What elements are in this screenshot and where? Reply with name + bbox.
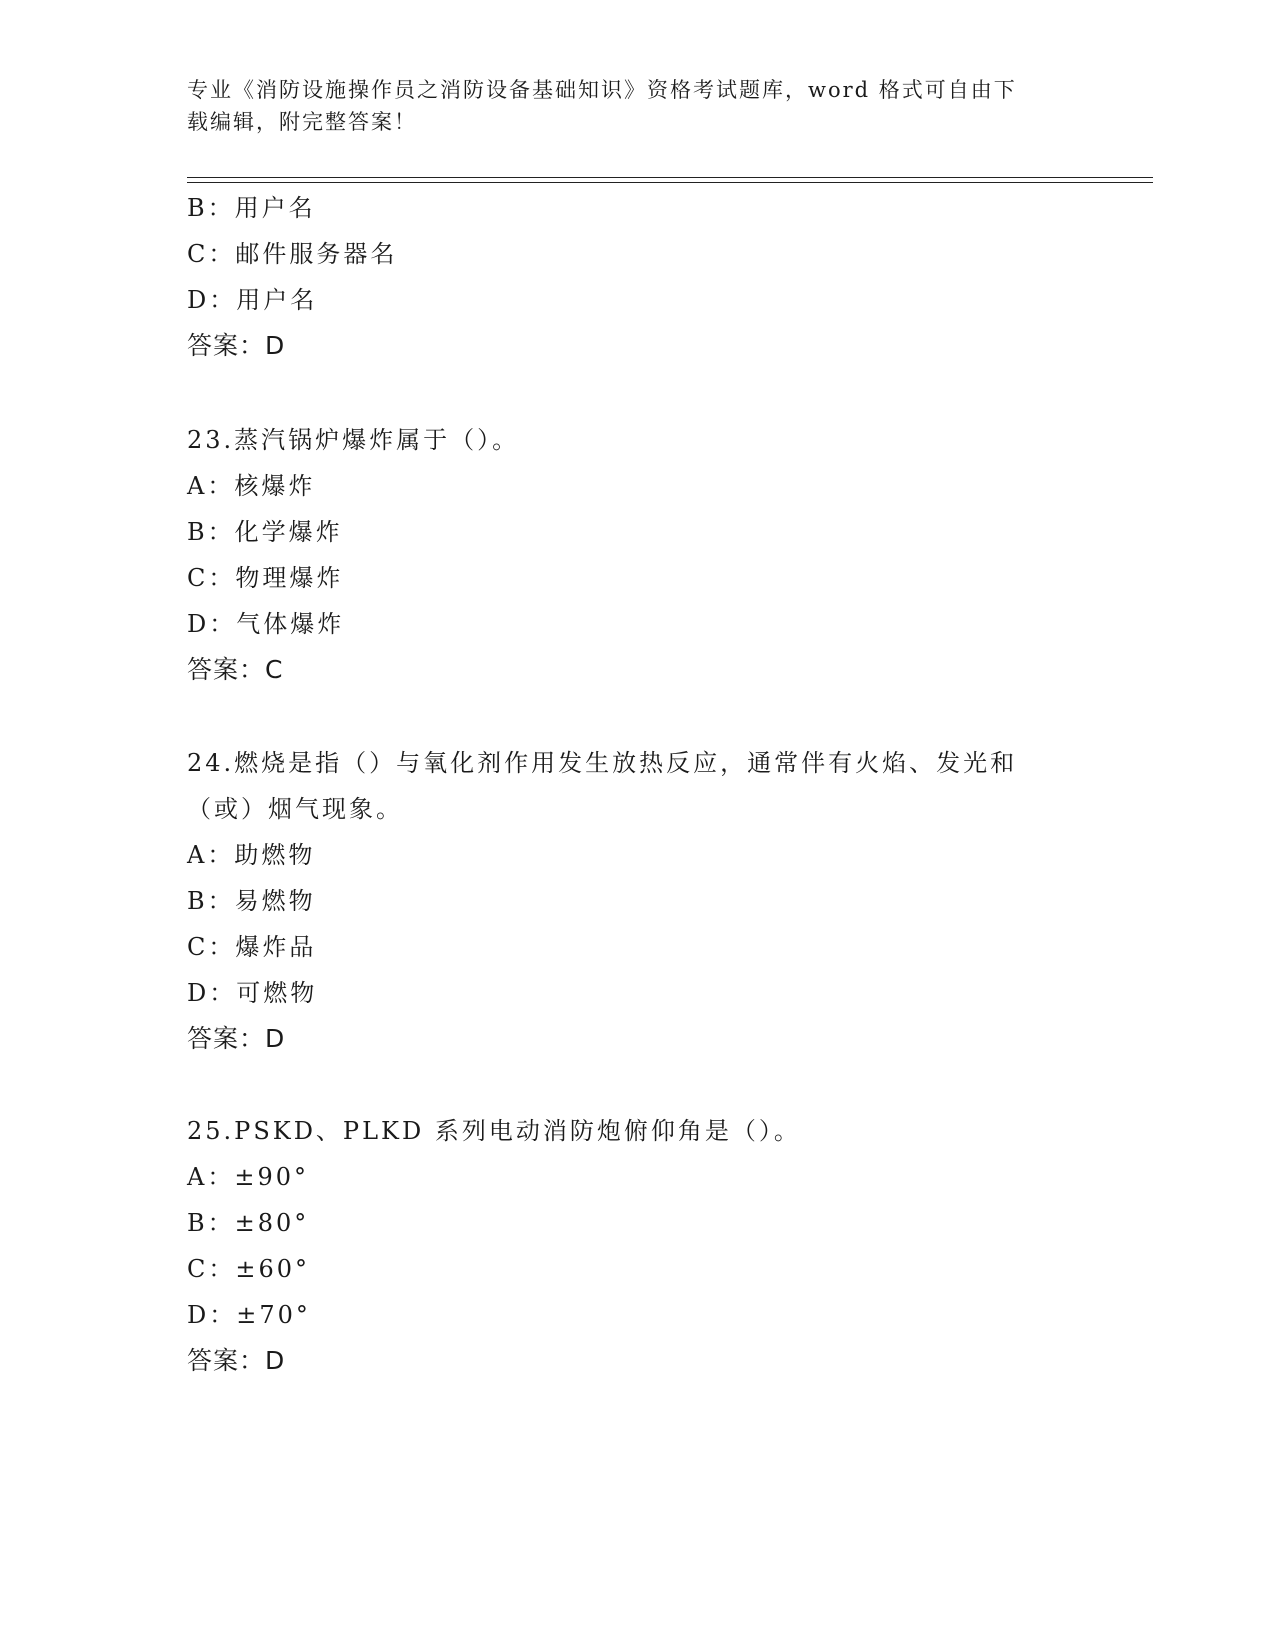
document-header xyxy=(187,74,1067,138)
question-24 xyxy=(187,740,1017,1062)
option-b: B：易燃物 xyxy=(187,887,316,915)
option-c: C：物理爆炸 xyxy=(187,564,344,592)
option-c: C：爆炸品 xyxy=(187,933,317,961)
option-b: B：化学爆炸 xyxy=(187,518,343,546)
header-line-1: 专业《消防设施操作员之消防设备基础知识》资格考试题库，word 格式可自由下 xyxy=(187,78,1017,102)
answer: 答案：D xyxy=(187,1346,286,1375)
header-line-2: 载编辑，附完整答案！ xyxy=(187,110,417,134)
question-text-line-2: （或）烟气现象。 xyxy=(187,795,403,823)
option-c: C：±60° xyxy=(187,1255,311,1283)
question-text: 23.蒸汽锅炉爆炸属于（）。 xyxy=(187,426,520,454)
answer: 答案：D xyxy=(187,1024,286,1053)
question-22-tail xyxy=(187,185,397,369)
header-divider-top xyxy=(187,177,1153,178)
option-d: D：气体爆炸 xyxy=(187,610,345,638)
option-c: C：邮件服务器名 xyxy=(187,240,398,268)
option-a: A：核爆炸 xyxy=(187,472,316,500)
question-23 xyxy=(187,417,519,693)
answer: 答案：D xyxy=(187,331,286,360)
header-divider-bottom xyxy=(187,182,1153,183)
option-a: A：±90° xyxy=(187,1163,309,1191)
question-text-line-1: 24.燃烧是指（）与氧化剂作用发生放热反应，通常伴有火焰、发光和 xyxy=(187,749,1018,777)
option-d: D：±70° xyxy=(187,1301,311,1329)
question-text: 25.PSKD、PLKD 系列电动消防炮俯仰角是（）。 xyxy=(187,1117,801,1145)
question-25 xyxy=(187,1108,801,1384)
option-a: A：助燃物 xyxy=(187,841,316,869)
option-d: D：用户名 xyxy=(187,286,318,314)
answer: 答案：C xyxy=(187,655,284,684)
option-d: D：可燃物 xyxy=(187,979,318,1007)
option-b: B：用户名 xyxy=(187,194,316,222)
option-b: B：±80° xyxy=(187,1209,310,1237)
